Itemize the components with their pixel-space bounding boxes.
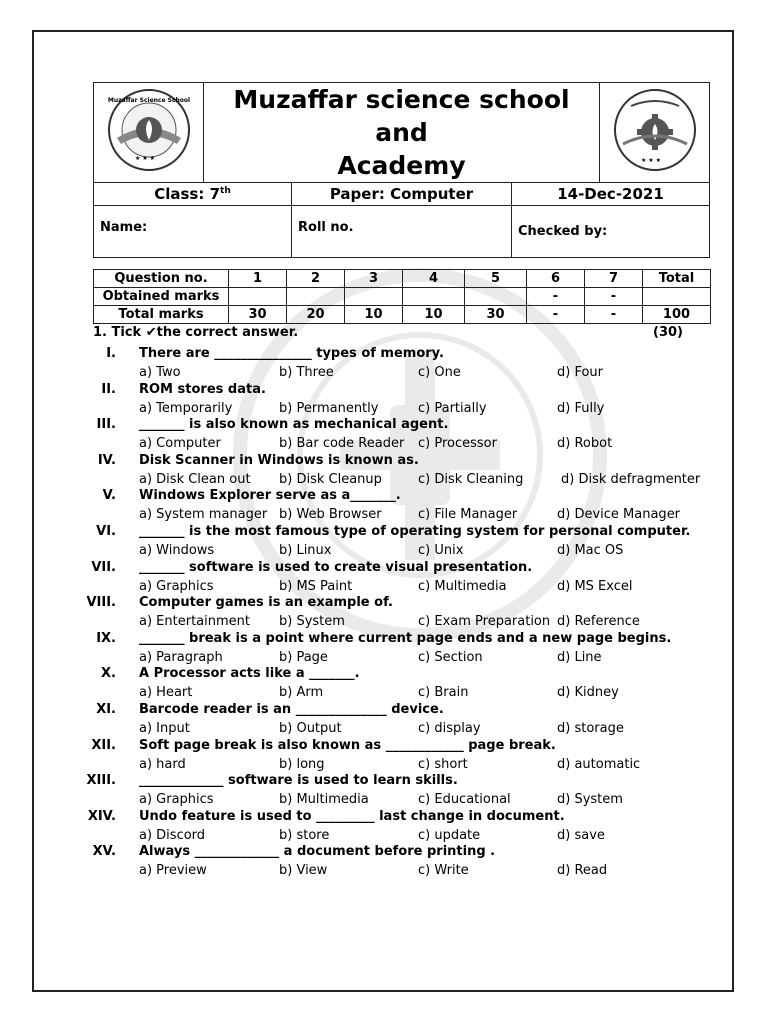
- question-number: VII.: [91, 559, 116, 575]
- answer-option[interactable]: b) MS Paint: [279, 578, 353, 594]
- marks-cell: -: [585, 288, 643, 306]
- answer-option[interactable]: a) Temporarily: [139, 400, 233, 416]
- answer-option[interactable]: d) System: [557, 792, 623, 808]
- question-text: Barcode reader is an ______________ device.: [139, 702, 444, 717]
- question-text: ROM stores data.: [139, 381, 266, 397]
- svg-text:★ ★ ★: ★ ★ ★: [134, 155, 155, 162]
- marks-cell: 2: [287, 270, 345, 288]
- answer-option[interactable]: d) Read: [557, 863, 608, 879]
- school-logo-right-cell: [600, 83, 710, 183]
- question-text: _____________ software is used to learn skills.: [139, 773, 458, 789]
- answer-option[interactable]: c) Partially: [418, 400, 487, 416]
- school-title-cell: [204, 83, 600, 183]
- marks-cell: 7: [585, 270, 643, 288]
- name-label: Name:: [100, 220, 148, 235]
- question-text: Undo feature is used to _________ last change in document.: [139, 808, 565, 824]
- answer-option[interactable]: c) Educational: [418, 792, 511, 808]
- class-superscript: th: [220, 186, 231, 196]
- school-logo-left-cell: [94, 83, 204, 183]
- answer-option[interactable]: d) Robot: [557, 436, 613, 452]
- section-1-instruction: [93, 325, 298, 340]
- answer-option[interactable]: d) Four: [557, 365, 604, 380]
- answer-option[interactable]: c) Multimedia: [418, 578, 507, 594]
- marks-cell: -: [585, 306, 643, 324]
- answer-option[interactable]: a) Disk Clean out: [139, 471, 251, 487]
- question-text: Always _____________ a document before printing .: [139, 844, 496, 860]
- question-text: A Processor acts like a _______.: [139, 666, 360, 682]
- marks-cell[interactable]: [643, 288, 711, 306]
- marks-cell: Question no.: [94, 270, 229, 288]
- marks-cell: 30: [465, 306, 527, 324]
- answer-option[interactable]: a) Discord: [139, 827, 206, 843]
- answer-option[interactable]: d) Mac OS: [557, 543, 624, 558]
- section-1-title: [93, 325, 683, 340]
- answer-option[interactable]: b) Three: [279, 365, 334, 380]
- checked-by-label: Checked by:: [518, 224, 608, 239]
- exam-date: 14-Dec-2021: [557, 185, 664, 203]
- answer-option[interactable]: b) Bar code Reader: [279, 436, 405, 452]
- answer-option[interactable]: c) Processor: [418, 436, 497, 452]
- answer-option[interactable]: d) save: [557, 827, 605, 843]
- question-number: XV.: [92, 844, 116, 860]
- answer-option[interactable]: d) Device Manager: [557, 507, 681, 523]
- answer-option[interactable]: d) Kidney: [557, 685, 619, 701]
- marks-cell: Total: [643, 270, 711, 288]
- answer-option[interactable]: d) Line: [557, 649, 602, 665]
- class-cell: [94, 183, 292, 206]
- answer-option[interactable]: d) storage: [557, 721, 624, 736]
- answer-option[interactable]: a) Windows: [139, 543, 215, 558]
- marks-cell: 4: [403, 270, 465, 288]
- answer-option[interactable]: b) Web Browser: [279, 507, 382, 523]
- checkmark-icon: ✔: [145, 325, 157, 340]
- marks-cell: 30: [229, 306, 287, 324]
- answer-option[interactable]: a) System manager: [139, 507, 268, 523]
- marks-header-row: [94, 270, 711, 288]
- answer-option[interactable]: b) long: [279, 756, 325, 772]
- answer-option[interactable]: c) update: [418, 827, 481, 843]
- question-text: Disk Scanner in Windows is known as.: [139, 452, 419, 468]
- marks-cell: 3: [345, 270, 403, 288]
- marks-cell: 5: [465, 270, 527, 288]
- answer-option[interactable]: a) Graphics: [139, 792, 214, 808]
- question-text: _______ is also known as mechanical agent.: [139, 417, 449, 433]
- answer-option[interactable]: a) Paragraph: [139, 649, 223, 665]
- marks-cell[interactable]: [465, 288, 527, 306]
- answer-option[interactable]: b) Permanently: [279, 400, 379, 416]
- marks-cell[interactable]: [403, 288, 465, 306]
- marks-cell[interactable]: [287, 288, 345, 306]
- answer-option[interactable]: d) Disk defragmenter: [561, 471, 701, 487]
- school-title-line2: Academy: [337, 151, 466, 180]
- answer-option[interactable]: a) Graphics: [139, 578, 214, 594]
- section-1-prefix: 1. Tick: [93, 325, 142, 340]
- marks-cell: 10: [403, 306, 465, 324]
- marks-cell: 1: [229, 270, 287, 288]
- question-text: _______ break is a point where current page ends and a new page begins.: [139, 630, 672, 646]
- answer-option[interactable]: a) Input: [139, 721, 190, 736]
- answer-option[interactable]: a) Computer: [139, 436, 221, 452]
- answer-option[interactable]: b) Disk Cleanup: [279, 471, 382, 487]
- answer-option[interactable]: c) Write: [418, 863, 469, 879]
- question-number: XII.: [91, 737, 116, 753]
- answer-option[interactable]: c) Exam Preparation: [418, 614, 551, 630]
- question-number: IV.: [97, 452, 116, 468]
- school-logo-left: [107, 88, 191, 172]
- marks-cell[interactable]: [345, 288, 403, 306]
- question-number: II.: [101, 381, 116, 397]
- question-text: Soft page break is also known as ____________ page break.: [139, 737, 556, 753]
- answer-option[interactable]: a) Entertainment: [139, 614, 250, 630]
- school-title-line1: Muzaffar science school and: [233, 85, 570, 147]
- class-label: Class: 7: [154, 185, 221, 203]
- marks-cell: Obtained marks: [94, 288, 229, 306]
- marks-cell: 100: [643, 306, 711, 324]
- marks-cell: -: [527, 306, 585, 324]
- question-number: VIII.: [86, 595, 116, 611]
- paper-cell: [292, 183, 512, 206]
- marks-cell: Total marks: [94, 306, 229, 324]
- answer-option[interactable]: a) Heart: [139, 685, 193, 701]
- answer-option[interactable]: d) Reference: [557, 614, 640, 630]
- answer-option[interactable]: c) File Manager: [418, 507, 518, 523]
- marks-cell[interactable]: [229, 288, 287, 306]
- answer-option[interactable]: b) Multimedia: [279, 792, 369, 808]
- date-cell: [512, 183, 710, 206]
- question-text: Windows Explorer serve as a_______.: [139, 488, 401, 504]
- section-1-suffix: the correct answer.: [156, 325, 299, 340]
- answer-option[interactable]: a) Preview: [139, 863, 207, 879]
- header-table: [93, 82, 710, 258]
- total-marks-row: [94, 306, 711, 324]
- question-number: XIV.: [87, 808, 116, 824]
- marks-table: [93, 269, 711, 324]
- marks-cell: 6: [527, 270, 585, 288]
- question-number: XI.: [96, 702, 116, 717]
- question-text: There are _______________ types of memory.: [139, 346, 444, 361]
- answer-option[interactable]: d) Fully: [557, 400, 605, 416]
- question-number: X.: [101, 666, 116, 682]
- answer-option[interactable]: b) Linux: [279, 543, 332, 558]
- answer-option[interactable]: c) One: [418, 365, 461, 380]
- question-number: XIII.: [86, 773, 116, 789]
- answer-option[interactable]: b) Output: [279, 721, 342, 736]
- answer-option[interactable]: b) store: [279, 827, 330, 843]
- question-number: VI.: [96, 524, 116, 539]
- question-text: Computer games is an example of.: [139, 595, 393, 611]
- question-number: V.: [102, 488, 116, 504]
- name-field[interactable]: [94, 206, 292, 258]
- question-number: III.: [96, 417, 116, 433]
- checked-by-field[interactable]: [512, 206, 710, 258]
- answer-option[interactable]: d) MS Excel: [557, 578, 633, 594]
- answer-option[interactable]: d) automatic: [557, 756, 641, 772]
- answer-option[interactable]: b) Arm: [279, 685, 324, 701]
- section-1-marks: (30): [653, 325, 683, 340]
- answer-option[interactable]: c) Unix: [418, 543, 464, 558]
- marks-cell: 10: [345, 306, 403, 324]
- roll-field[interactable]: [292, 206, 512, 258]
- answer-option[interactable]: b) Page: [279, 649, 328, 665]
- answer-option[interactable]: c) Section: [418, 649, 483, 665]
- question-text: _______ is the most famous type of operating system for personal computer.: [139, 524, 691, 539]
- answer-option[interactable]: c) display: [418, 721, 481, 736]
- obtained-marks-row: [94, 288, 711, 306]
- svg-text:Muzaffar Science School: Muzaffar Science School: [107, 97, 190, 104]
- roll-label: Roll no.: [298, 220, 354, 235]
- svg-text:★ ★ ★: ★ ★ ★: [640, 157, 661, 164]
- answer-option[interactable]: c) Brain: [418, 685, 469, 701]
- marks-cell: 20: [287, 306, 345, 324]
- answer-option[interactable]: a) Two: [139, 365, 181, 380]
- answer-option[interactable]: c) Disk Cleaning: [418, 471, 524, 487]
- paper-label: Paper: Computer: [329, 185, 474, 203]
- question-number: I.: [106, 346, 116, 361]
- answer-option[interactable]: b) System: [279, 614, 345, 630]
- school-logo-right: [613, 88, 697, 172]
- answer-option[interactable]: a) hard: [139, 756, 186, 772]
- answer-option[interactable]: b) View: [279, 863, 328, 879]
- answer-option[interactable]: c) short: [418, 756, 468, 772]
- marks-cell: -: [527, 288, 585, 306]
- question-text: _______ software is used to create visual presentation.: [139, 559, 533, 575]
- question-number: IX.: [96, 630, 116, 646]
